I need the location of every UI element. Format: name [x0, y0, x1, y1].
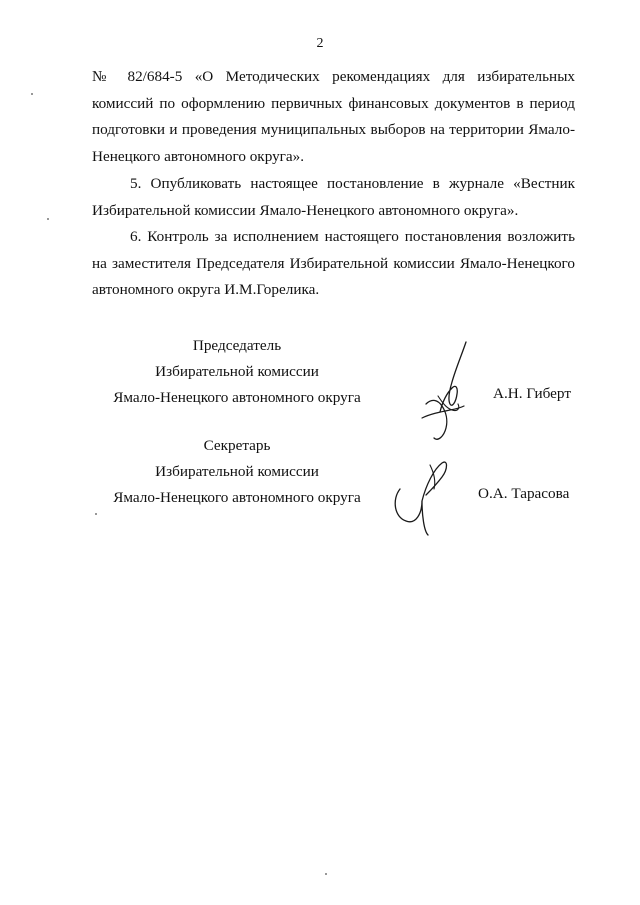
signature-title-secretary: [92, 433, 382, 511]
signature-title-chairman: [92, 333, 382, 411]
signature-title-line: Секретарь: [203, 437, 271, 454]
signature-title-line: Ямало-Ненецкого автономного округа: [113, 389, 361, 406]
paragraph-text: № 82/684-5 «О Методических рекомендациях для избирательных комиссий по оформлению первичных финансовых документов в период подготовки и проведения муниципальных выборов на территории Ямало-Ненецкого автономного округа».: [92, 68, 575, 165]
signatory-name-chairman: А.Н. Гиберт: [493, 385, 571, 402]
signature-title-line: Ямало-Ненецкого автономного округа: [113, 489, 361, 506]
scan-speck: [31, 93, 33, 95]
scan-speck: [47, 218, 49, 220]
scan-speck: [325, 873, 327, 875]
paragraph-text: 6. Контроль за исполнением настоящего постановления возложить на заместителя Председателя Избирательной комиссии Ямало-Ненецкого автономного округа И.М.Горелика.: [92, 228, 575, 298]
paragraph-item-5: [92, 171, 575, 224]
handwritten-signature-chairman: [408, 338, 478, 448]
paragraph-continuation: [92, 64, 575, 170]
paragraph-item-6: [92, 224, 575, 304]
signatory-name-secretary: О.А. Тарасова: [478, 485, 570, 502]
handwritten-signature-secretary: [386, 455, 456, 540]
signature-title-line: Избирательной комиссии: [155, 463, 319, 480]
signature-title-line: Избирательной комиссии: [155, 363, 319, 380]
paragraph-text: 5. Опубликовать настоящее постановление в журнале «Вестник Избирательной комиссии Ямало-Ненецкого автономного округа».: [92, 175, 575, 219]
signature-title-line: Председатель: [192, 337, 282, 354]
scan-speck: [95, 513, 97, 515]
page-number: 2: [316, 36, 324, 51]
